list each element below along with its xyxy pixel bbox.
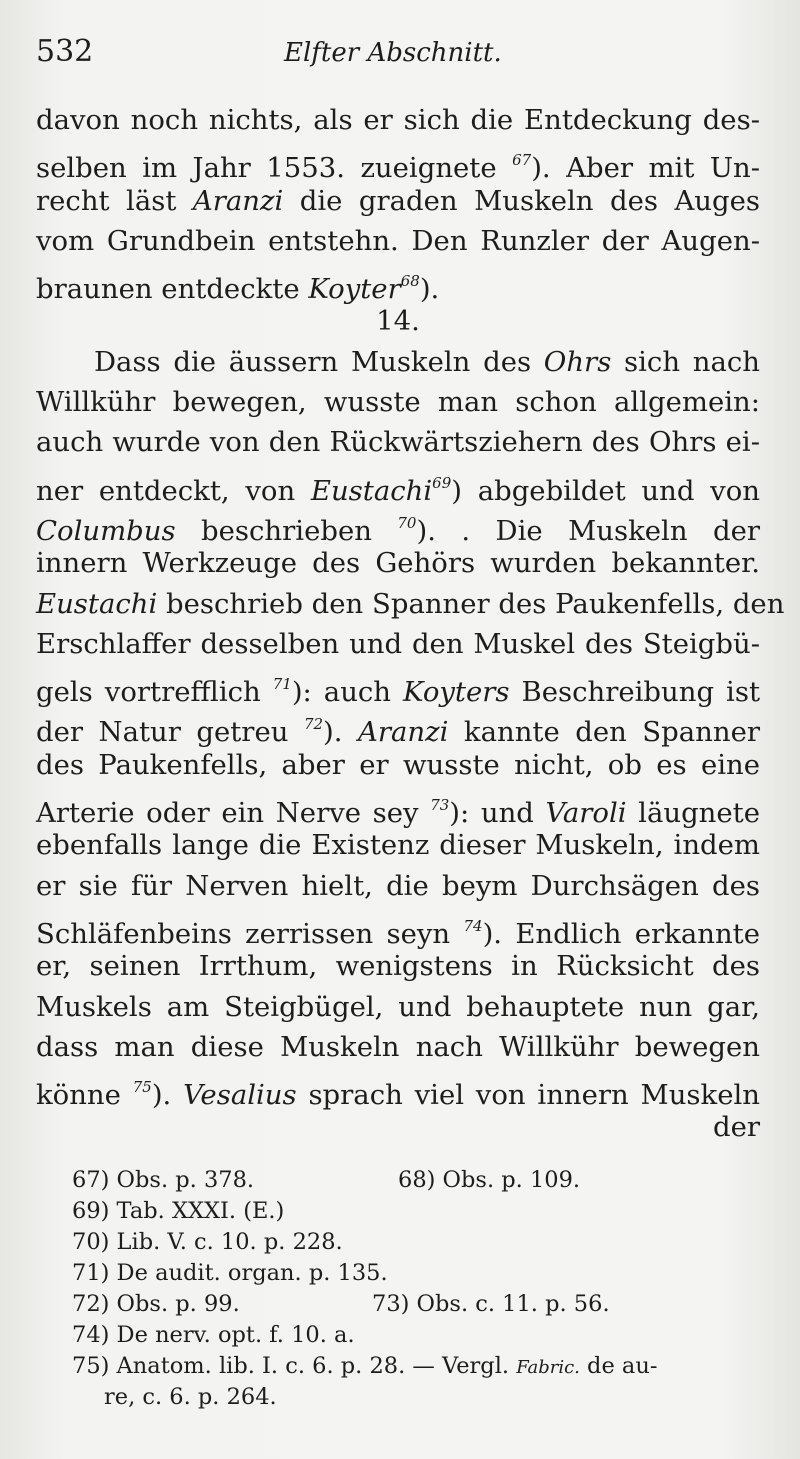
person-name: Koyters (403, 676, 510, 709)
main-text (36, 100, 785, 1148)
footnote: 69) Tab. XXXI. (E.) (72, 1198, 285, 1224)
page-number: 532 (36, 34, 94, 69)
section-number: 14. (376, 305, 420, 338)
person-name: Eustachi (310, 474, 433, 507)
text-line: Dass die äussern Muskeln des Ohrs sich nach (94, 345, 760, 378)
text-line: selben im Jahr 1553. zueignete $^{67}$). Aber mit Un- (36, 151, 760, 185)
footnote-ref: 75 (132, 1078, 152, 1097)
footnote: 72) Obs. p. 99. 73) Obs. c. 11. p. 56. (72, 1289, 762, 1320)
footnote: 70) Lib. V. c. 10. p. 228. (72, 1229, 343, 1255)
footnote: 71) De audit. organ. p. 135. (72, 1260, 388, 1286)
text-line: auch wurde von den Rückwärtsziehern des Ohrs ei- (36, 426, 760, 459)
footnote-ref: 71 (272, 675, 292, 694)
page-header (36, 34, 770, 74)
footnotes (72, 1165, 762, 1413)
person-name: Vesalius (183, 1079, 297, 1112)
cited-author: Fabric. (516, 1357, 580, 1378)
text-line: ebenfalls lange die Existenz dieser Muskeln, indem (36, 829, 760, 862)
text-line: dass man diese Muskeln nach Willkühr bewegen (36, 1030, 760, 1063)
text-line: Erschlaffer desselben und den Muskel des Steigbü- (36, 627, 760, 660)
text-line: davon noch nichts, als er sich die Entdeckung des- (36, 104, 760, 136)
text-line: recht läst Aranzi die graden Muskeln des Auges (36, 184, 761, 217)
footnote-ref: 72 (303, 715, 324, 734)
footnote-ref: 70 (397, 513, 417, 532)
text-line: Arterie oder ein Nerve sey $^{73}$): und Varoli läugnete (36, 796, 760, 830)
text-line: ner entdeckt, von Eustachi$^{69}$) abgebildet und von (36, 473, 760, 507)
text-line: der Natur getreu $^{72}$). Aranzi kannte den Spanner (36, 715, 760, 749)
text-line: Schläfenbeins zerrissen seyn $^{74}$). Endlich erkannte (36, 916, 760, 950)
text-line: gels vortrefflich $^{71}$): auch Koyters Beschreibung ist (36, 675, 760, 709)
text-line: braunen entdeckte Koyter$^{68}$). (36, 272, 440, 306)
text-line: Muskels am Steigbügel, und behauptete nun gar, (36, 990, 760, 1023)
text-line: Willkühr bewegen, wusste man schon allgemein: (36, 386, 760, 419)
emphasis: Ohrs (543, 345, 612, 378)
footnote: 68) Obs. p. 109. (398, 1167, 581, 1193)
footnote-ref: 69 (432, 473, 452, 492)
person-name: Aranzi (358, 716, 449, 749)
footnote: 75) Anatom. lib. I. c. 6. p. 28. — Vergl. Fabric. de au- (72, 1353, 658, 1379)
text-line: des Paukenfells, aber er wusste nicht, ob es eine (36, 748, 760, 781)
text-line: innern Werkzeuge des Gehörs wurden bekannter. (36, 547, 760, 580)
person-name: Varoli (545, 797, 627, 830)
footnote-ref: 73 (430, 796, 450, 815)
person-name: Columbus (36, 514, 176, 547)
catchword: der (712, 1111, 760, 1144)
footnote: 73) Obs. c. 11. p. 56. (372, 1291, 610, 1317)
person-name: Aranzi (192, 184, 284, 217)
text-line: er, seinen Irrthum, wenigstens in Rücksicht des (36, 950, 760, 983)
person-name: Koyter (308, 273, 401, 306)
footnote: 74) De nerv. opt. f. 10. a. (72, 1322, 355, 1348)
text-line: Eustachi beschrieb den Spanner des Paukenfells, den (36, 587, 785, 620)
footnote-ref: 67 (512, 151, 532, 170)
running-head: Elfter Abschnitt. (284, 38, 502, 68)
footnote: re, c. 6. p. 264. (104, 1384, 277, 1410)
text-line: Columbus beschrieben $^{70}$). . Die Muskeln der (36, 513, 760, 547)
person-name: Eustachi (36, 587, 158, 620)
text-line: könne $^{75}$). Vesalius sprach viel von innern Muskeln (36, 1078, 760, 1112)
footnote: 67) Obs. p. 378. 68) Obs. p. 109. (72, 1165, 762, 1196)
footnote-ref: 74 (463, 916, 483, 935)
text-line: vom Grundbein entstehn. Den Runzler der Augen- (36, 224, 760, 257)
text-line: er sie für Nerven hielt, die beym Durchsägen des (36, 869, 760, 902)
footnote-ref: 68 (400, 272, 420, 291)
